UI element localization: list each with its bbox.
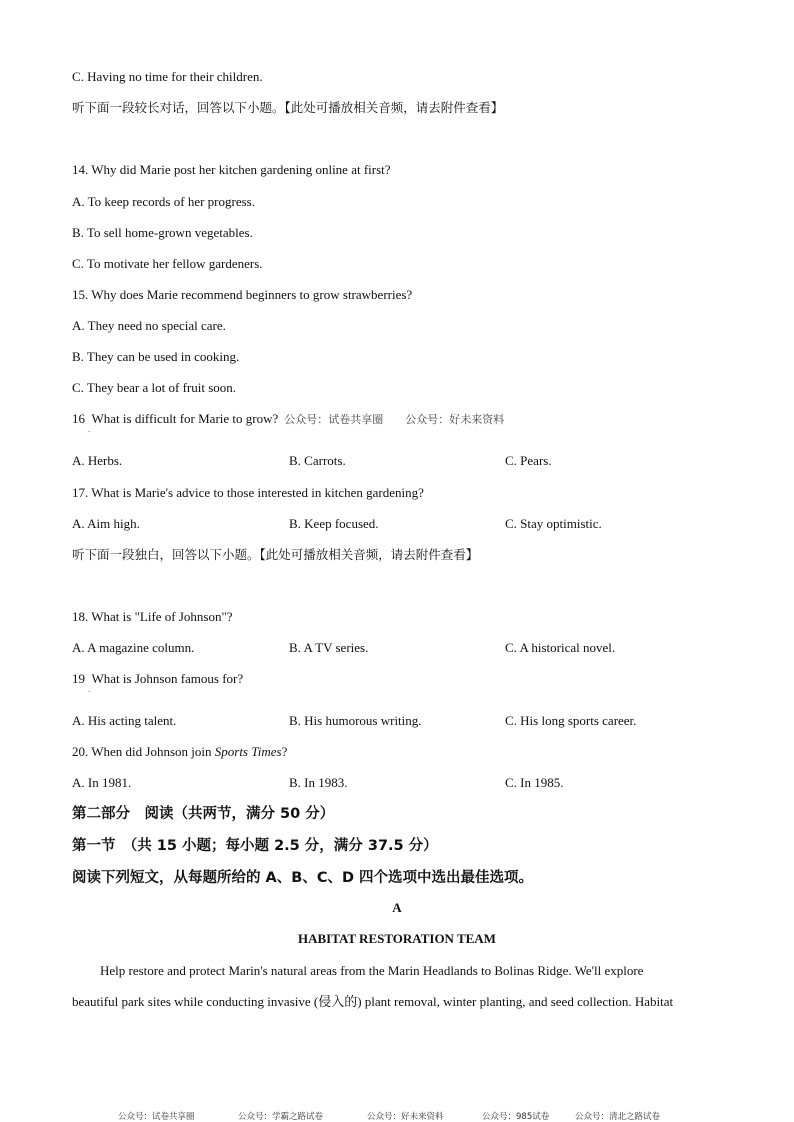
passage-line-2: beautiful park sites while conducting invasive (侵入的) plant removal, winter planting, and seed collection. Habitat bbox=[72, 994, 674, 1009]
q19-text: What is Johnson famous for? bbox=[91, 671, 244, 686]
q19-option-c: C. His long sports career. bbox=[505, 713, 637, 728]
footer-watermark-5: 公众号：清北之路试卷 bbox=[575, 1112, 661, 1122]
q17-option-c: C. Stay optimistic. bbox=[505, 516, 602, 531]
q17-option-b: B. Keep focused. bbox=[289, 516, 379, 531]
q18-option-b: B. A TV series. bbox=[289, 640, 369, 655]
footer-watermark-1: 公众号：试卷共享圈 bbox=[118, 1112, 195, 1122]
question-15: 15. Why does Marie recommend beginners to grow strawberries? bbox=[72, 287, 413, 302]
passage-title: HABITAT RESTORATION TEAM bbox=[298, 931, 496, 946]
q14-option-c: C. To motivate her fellow gardeners. bbox=[72, 256, 263, 271]
q20-prefix: 20. When did Johnson join bbox=[72, 744, 215, 759]
monologue-instruction: 听下面一段独白，回答以下小题。【此处可播放相关音频，请去附件查看】 bbox=[72, 547, 479, 562]
question-18: 18. What is "Life of Johnson"? bbox=[72, 609, 233, 624]
question-16 bbox=[72, 410, 504, 429]
q20-option-b: B. In 1983. bbox=[289, 775, 348, 790]
watermark-2: 公众号：好未来资料 bbox=[405, 413, 505, 426]
question-14: 14. Why did Marie post her kitchen gardening online at first? bbox=[72, 162, 391, 177]
part-two-heading: 第二部分 阅读（共两节，满分 50 分） bbox=[72, 806, 335, 822]
footer-watermark-2: 公众号：学霸之路试卷 bbox=[238, 1112, 324, 1122]
q15-option-c: C. They bear a lot of fruit soon. bbox=[72, 380, 237, 395]
watermark-1: 公众号：试卷共享圈 bbox=[284, 413, 384, 426]
option-c-prev: C. Having no time for their children. bbox=[72, 69, 263, 84]
q20-option-a: A. In 1981. bbox=[72, 775, 132, 790]
question-19 bbox=[72, 670, 243, 688]
q19-number: 19 bbox=[72, 671, 85, 686]
q15-option-b: B. They can be used in cooking. bbox=[72, 349, 240, 364]
question-20 bbox=[72, 743, 287, 761]
q20-italic-title: Sports Times bbox=[214, 744, 282, 759]
q20-option-c: C. In 1985. bbox=[505, 775, 564, 790]
footer-watermark-4: 公众号：985试卷 bbox=[482, 1112, 550, 1122]
q18-option-c: C. A historical novel. bbox=[505, 640, 616, 655]
footer-watermark-3: 公众号：好未来资料 bbox=[367, 1112, 444, 1122]
q16-dot: . bbox=[88, 425, 90, 434]
q19-dot: . bbox=[88, 685, 90, 694]
q16-option-c: C. Pears. bbox=[505, 453, 552, 468]
passage-line-1: Help restore and protect Marin's natural areas from the Marin Headlands to Bolinas Ridge. We'll explore bbox=[100, 963, 644, 978]
dialogue-instruction: 听下面一段较长对话，回答以下小题。【此处可播放相关音频，请去附件查看】 bbox=[72, 100, 504, 115]
q16-text: What is difficult for Marie to grow? bbox=[91, 411, 279, 426]
q19-option-a: A. His acting talent. bbox=[72, 713, 177, 728]
q14-option-b: B. To sell home-grown vegetables. bbox=[72, 225, 253, 240]
q18-option-a: A. A magazine column. bbox=[72, 640, 195, 655]
q15-option-a: A. They need no special care. bbox=[72, 318, 226, 333]
section-one-heading: 第一节 （共 15 小题；每小题 2.5 分，满分 37.5 分） bbox=[72, 838, 438, 854]
q16-number: 16 bbox=[72, 411, 85, 426]
q14-option-a: A. To keep records of her progress. bbox=[72, 194, 255, 209]
q20-suffix: ? bbox=[281, 744, 288, 759]
reading-instruction: 阅读下列短文，从每题所给的 A、B、C、D 四个选项中选出最佳选项。 bbox=[72, 870, 534, 886]
q17-option-a: A. Aim high. bbox=[72, 516, 140, 531]
q16-option-b: B. Carrots. bbox=[289, 453, 346, 468]
passage-label: A bbox=[392, 900, 402, 915]
q16-option-a: A. Herbs. bbox=[72, 453, 123, 468]
question-17: 17. What is Marie's advice to those interested in kitchen gardening? bbox=[72, 485, 424, 500]
q19-option-b: B. His humorous writing. bbox=[289, 713, 422, 728]
